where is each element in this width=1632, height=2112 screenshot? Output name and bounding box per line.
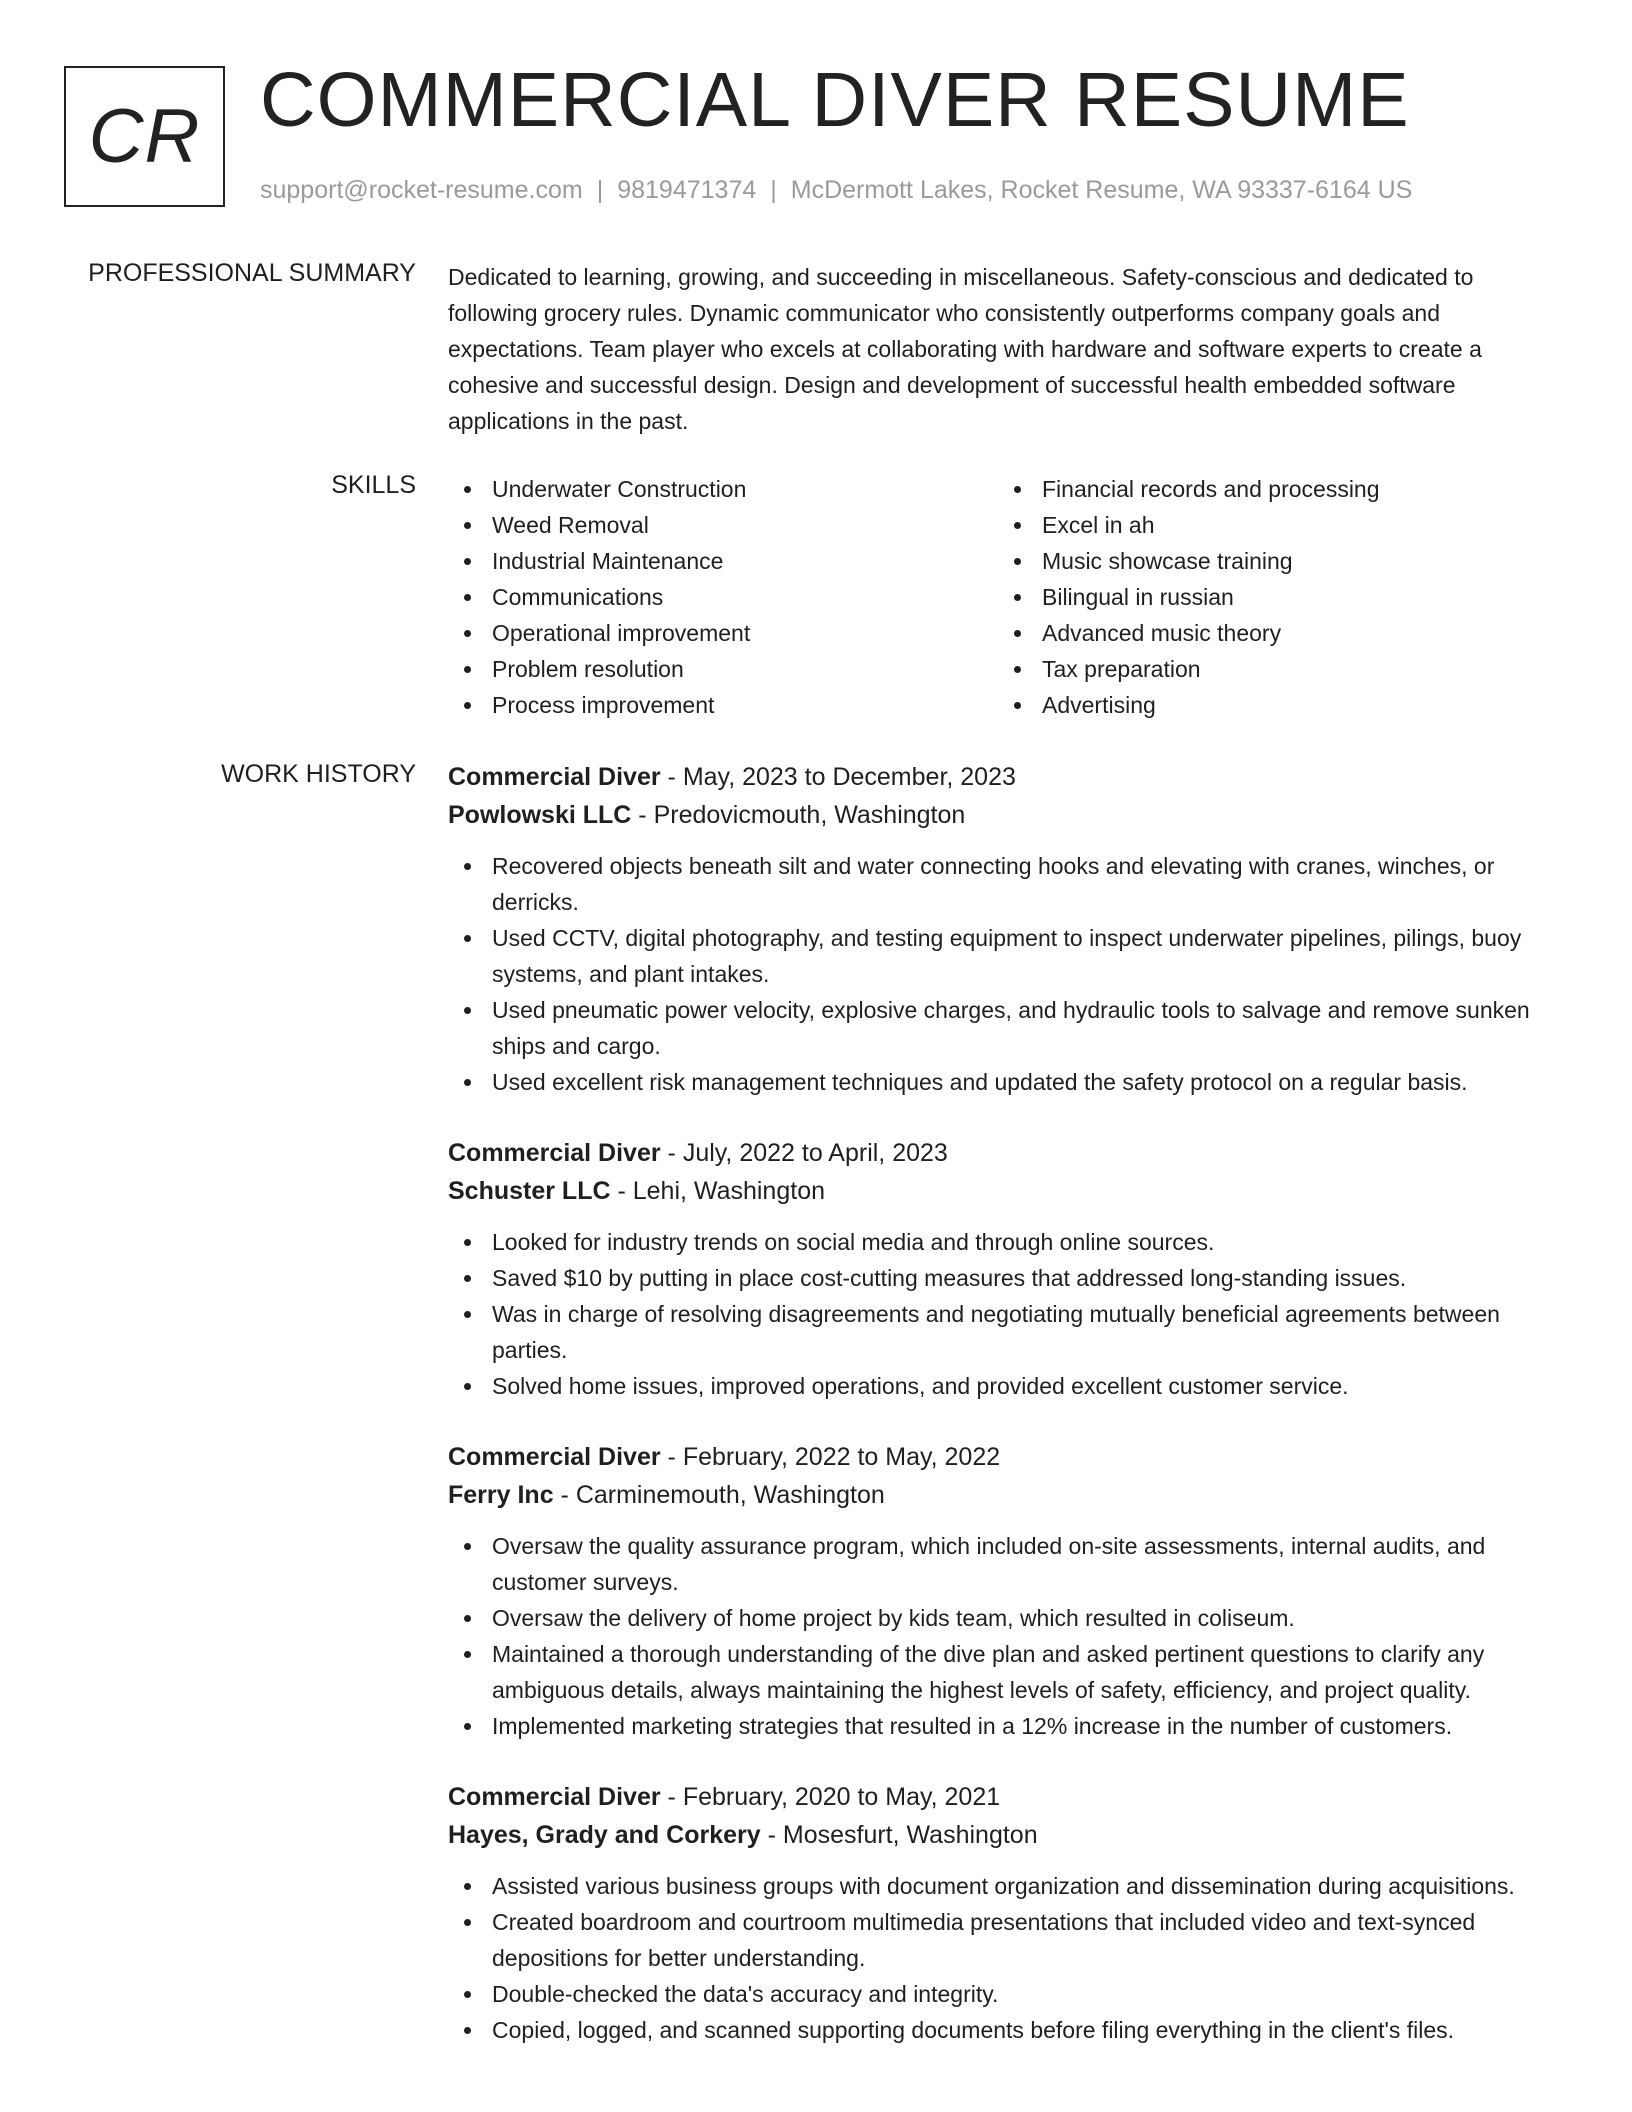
- skill-item: Advanced music theory: [998, 615, 1548, 651]
- skill-item: Financial records and processing: [998, 471, 1548, 507]
- summary-section: [448, 259, 1568, 439]
- job-title: Commercial Diver: [448, 1139, 661, 1167]
- skill-item: Problem resolution: [448, 651, 998, 687]
- bullet-icon: [464, 1991, 471, 1998]
- job-bullet: Copied, logged, and scanned supporting documents before filing everything in the client's files.: [448, 2012, 1568, 2048]
- bullet-icon: [464, 1615, 471, 1622]
- monogram-box: [64, 66, 225, 207]
- job-entry: [448, 758, 1568, 1100]
- bullet-icon: [464, 1311, 471, 1318]
- bullet-icon: [464, 2027, 471, 2034]
- job-bullet: Double-checked the data's accuracy and integrity.: [448, 1976, 1568, 2012]
- job-bullets: [448, 1528, 1568, 1744]
- bullet-icon: [1014, 702, 1021, 709]
- job-title-line: [448, 1438, 1568, 1476]
- job-bullet: Oversaw the delivery of home project by kids team, which resulted in coliseum.: [448, 1600, 1568, 1636]
- skills-list-left: [448, 471, 998, 723]
- bullet-icon: [464, 1079, 471, 1086]
- bullet-icon: [1014, 630, 1021, 637]
- job-dates: - May, 2023 to December, 2023: [660, 763, 1016, 791]
- job-bullet: Looked for industry trends on social media and through online sources.: [448, 1224, 1568, 1260]
- bullet-icon: [464, 666, 471, 673]
- job-bullet: Used excellent risk management techniques and updated the safety protocol on a regular basis.: [448, 1064, 1568, 1100]
- job-bullet: Used CCTV, digital photography, and testing equipment to inspect underwater pipelines, pilings, buoy systems, and plant intakes.: [448, 920, 1568, 992]
- resume-title: COMMERCIAL DIVER RESUME: [260, 57, 1410, 143]
- job-bullet: Oversaw the quality assurance program, which included on-site assessments, internal audits, and customer surveys.: [448, 1528, 1568, 1600]
- job-entry: [448, 1134, 1568, 1404]
- bullet-icon: [1014, 558, 1021, 565]
- bullet-icon: [464, 1651, 471, 1658]
- job-bullets: [448, 1224, 1568, 1404]
- job-company-line: [448, 796, 1568, 834]
- skill-item: Industrial Maintenance: [448, 543, 998, 579]
- bullet-icon: [464, 1383, 471, 1390]
- bullet-icon: [464, 863, 471, 870]
- job-title-line: [448, 758, 1568, 796]
- job-company: Hayes, Grady and Corkery: [448, 1821, 761, 1849]
- bullet-icon: [464, 1883, 471, 1890]
- skill-item: Operational improvement: [448, 615, 998, 651]
- summary-text: Dedicated to learning, growing, and succeeding in miscellaneous. Safety-conscious and dedicated to following grocery rules. Dynamic communicator who consistently outperforms company goals and expectations. Team player who excels at collaborating with hardware and software experts to create a cohesive and successful design. Design and development of successful health embedded software applications in the past.: [448, 264, 1482, 434]
- skills-list-right: [998, 471, 1548, 723]
- job-entry: [448, 1778, 1568, 2048]
- job-title-line: [448, 1134, 1568, 1172]
- bullet-icon: [1014, 522, 1021, 529]
- job-location: - Predovicmouth, Washington: [631, 801, 966, 829]
- skill-item: Excel in ah: [998, 507, 1548, 543]
- bullet-icon: [464, 486, 471, 493]
- bullet-icon: [1014, 486, 1021, 493]
- job-bullet: Created boardroom and courtroom multimedia presentations that included video and text-synced depositions for better understanding.: [448, 1904, 1568, 1976]
- job-company: Ferry Inc: [448, 1481, 554, 1509]
- job-bullet: Saved $10 by putting in place cost-cutting measures that addressed long-standing issues.: [448, 1260, 1568, 1296]
- job-bullet: Maintained a thorough understanding of the dive plan and asked pertinent questions to clarify any ambiguous details, always maintaining the highest levels of safety, efficiency, and project quality.: [448, 1636, 1568, 1708]
- job-title: Commercial Diver: [448, 1783, 661, 1811]
- bullet-icon: [464, 1275, 471, 1282]
- skill-item: Advertising: [998, 687, 1548, 723]
- skill-item: Underwater Construction: [448, 471, 998, 507]
- contact-email[interactable]: support@rocket-resume.com: [260, 176, 583, 204]
- job-dates: - February, 2022 to May, 2022: [660, 1443, 1001, 1471]
- bullet-icon: [464, 558, 471, 565]
- job-bullet: Recovered objects beneath silt and water connecting hooks and elevating with cranes, winches, or derricks.: [448, 848, 1568, 920]
- job-entry: [448, 1438, 1568, 1744]
- contact-separator: |: [770, 176, 777, 204]
- bullet-icon: [464, 1723, 471, 1730]
- skill-item: Tax preparation: [998, 651, 1548, 687]
- bullet-icon: [464, 1239, 471, 1246]
- work-history-heading: WORK HISTORY: [221, 760, 416, 788]
- summary-heading: PROFESSIONAL SUMMARY: [88, 259, 416, 287]
- contact-separator: |: [596, 176, 604, 204]
- job-bullets: [448, 848, 1568, 1100]
- contact-phone[interactable]: 9819471374: [617, 176, 757, 204]
- contact-line: [260, 176, 1412, 205]
- bullet-icon: [464, 1007, 471, 1014]
- bullet-icon: [464, 935, 471, 942]
- work-history-section: [448, 758, 1568, 2082]
- skill-item: Music showcase training: [998, 543, 1548, 579]
- skills-section: [448, 471, 1568, 723]
- job-location: - Lehi, Washington: [610, 1177, 825, 1205]
- job-company: Schuster LLC: [448, 1177, 611, 1205]
- job-company-line: [448, 1476, 1568, 1514]
- job-company: Powlowski LLC: [448, 801, 632, 829]
- job-location: - Carminemouth, Washington: [553, 1481, 885, 1509]
- job-bullet: Assisted various business groups with document organization and dissemination during acquisitions.: [448, 1868, 1568, 1904]
- job-title: Commercial Diver: [448, 763, 661, 791]
- bullet-icon: [1014, 666, 1021, 673]
- job-bullet: Used pneumatic power velocity, explosive charges, and hydraulic tools to salvage and remove sunken ships and cargo.: [448, 992, 1568, 1064]
- bullet-icon: [464, 1543, 471, 1550]
- job-bullets: [448, 1868, 1568, 2048]
- job-dates: - February, 2020 to May, 2021: [660, 1783, 1001, 1811]
- skills-heading: SKILLS: [331, 471, 416, 499]
- bullet-icon: [1014, 594, 1021, 601]
- job-location: - Mosesfurt, Washington: [760, 1821, 1038, 1849]
- bullet-icon: [464, 630, 471, 637]
- monogram-initials: CR: [88, 94, 201, 179]
- job-bullet: Implemented marketing strategies that resulted in a 12% increase in the number of customers.: [448, 1708, 1568, 1744]
- skill-item: Weed Removal: [448, 507, 998, 543]
- job-dates: - July, 2022 to April, 2023: [660, 1139, 948, 1167]
- bullet-icon: [464, 1919, 471, 1926]
- skill-item: Communications: [448, 579, 998, 615]
- bullet-icon: [464, 702, 471, 709]
- skill-item: Process improvement: [448, 687, 998, 723]
- job-company-line: [448, 1816, 1568, 1854]
- bullet-icon: [464, 594, 471, 601]
- job-title-line: [448, 1778, 1568, 1816]
- job-bullet: Solved home issues, improved operations, and provided excellent customer service.: [448, 1368, 1568, 1404]
- bullet-icon: [464, 522, 471, 529]
- job-bullet: Was in charge of resolving disagreements and negotiating mutually beneficial agreements between parties.: [448, 1296, 1568, 1368]
- job-company-line: [448, 1172, 1568, 1210]
- skill-item: Bilingual in russian: [998, 579, 1548, 615]
- contact-address: McDermott Lakes, Rocket Resume, WA 93337-6164 US: [790, 176, 1413, 204]
- job-title: Commercial Diver: [448, 1443, 661, 1471]
